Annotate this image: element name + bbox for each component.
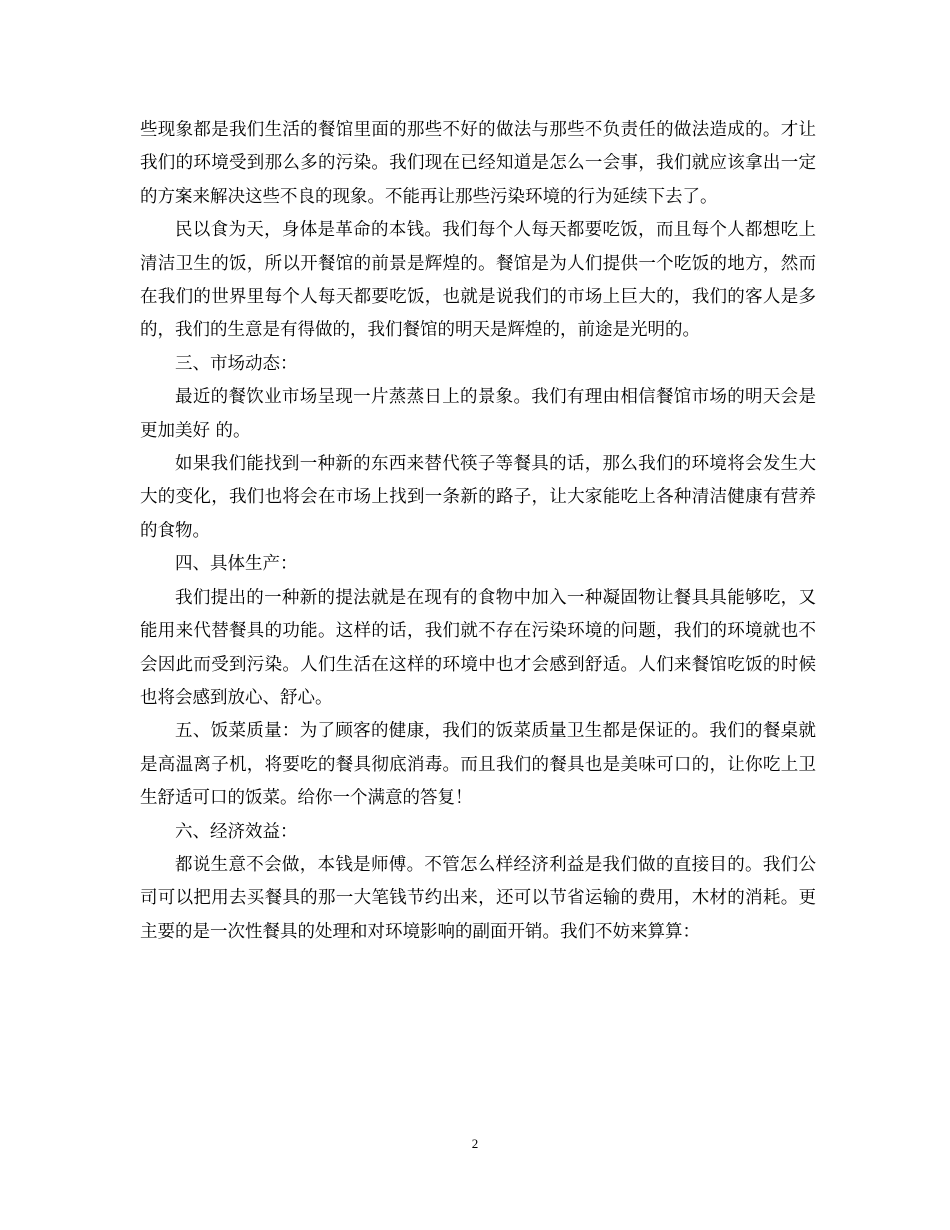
section-heading-production: 四、具体生产： bbox=[175, 554, 298, 575]
paragraph-food-quality: 五、饭菜质量：为了顾客的健康，我们的饭菜质量卫生都是保证的。我们的餐桌就是高温离子机，将要吃的餐具彻底消毒。而且我们的餐具也是美味可口的，让你吃上卫生舒适可口的饭菜。给你一个满意的答复！ bbox=[140, 721, 816, 809]
paragraph-market-outlook: 民以食为天，身体是革命的本钱。我们每个人每天都要吃饭，而且每个人都想吃上清洁卫生的饭，所以开餐馆的前景是辉煌的。餐馆是为人们提供一个吃饭的地方，然而在我们的世界里每个人每天都要吃饭，也就是说我们的市场上巨大的，我们的客人是多的，我们的生意是有得做的，我们餐馆的明天是辉煌的，前途是光明的。 bbox=[140, 220, 816, 341]
paragraph-replacement-idea: 如果我们能找到一种新的东西来替代筷子等餐具的话，那么我们的环境将会发生大大的变化，我们也将会在市场上找到一条新的路子，让大家能吃上各种清洁健康有营养的食物。 bbox=[140, 454, 816, 541]
document-body bbox=[140, 114, 816, 949]
paragraph-continuation: 些现象都是我们生活的餐馆里面的那些不好的做法与那些不负责任的做法造成的。才让我们的环境受到那么多的污染。我们现在已经知道是怎么一会事，我们就应该拿出一定的方案来解决这些不良的现象。不能再让那些污染环境的行为延续下去了。 bbox=[140, 120, 816, 207]
paragraph-market-trends: 最近的餐饮业市场呈现一片蒸蒸日上的景象。我们有理由相信餐馆市场的明天会是更加美好 的。 bbox=[140, 387, 816, 441]
section-heading-economic-benefit: 六、经济效益： bbox=[175, 821, 298, 842]
paragraph-production: 我们提出的一种新的提法就是在现有的食物中加入一种凝固物让餐具具能够吃，又能用来代替餐具的功能。这样的话，我们就不存在污染环境的问题，我们的环境就也不会因此而受到污染。人们生活在这样的环境中也才会感到舒适。人们来餐馆吃饭的时候也将会感到放心、舒心。 bbox=[140, 587, 816, 708]
section-heading-market-trends: 三、市场动态： bbox=[175, 353, 298, 374]
paragraph-economic-benefit: 都说生意不会做，本钱是师傅。不管怎么样经济利益是我们做的直接目的。我们公司可以把用去买餐具的那一大笔钱节约出来，还可以节省运输的费用，木材的消耗。更主要的是一次性餐具的处理和对环境影响的副面开销。我们不妨来算算： bbox=[140, 854, 816, 942]
page-number: 2 bbox=[471, 1136, 479, 1151]
